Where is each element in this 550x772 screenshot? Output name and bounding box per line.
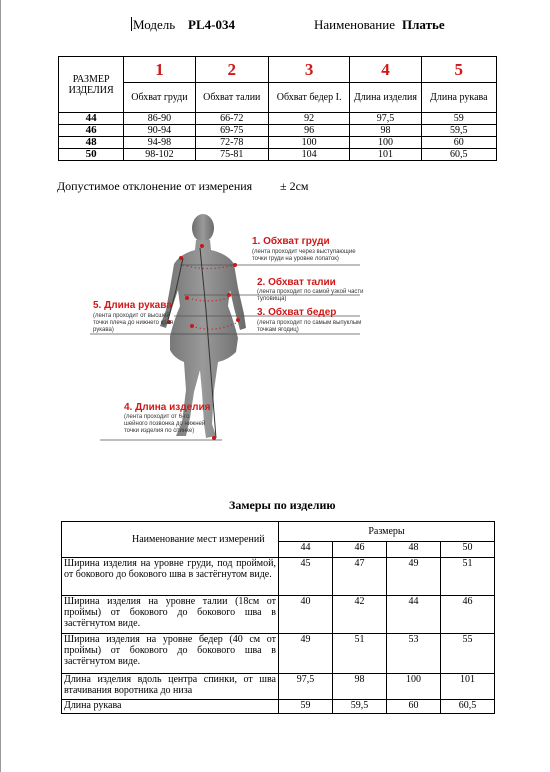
col-num-4: 4 xyxy=(350,57,421,83)
measurement-label: Ширина изделия на уровне бедер (40 см от проймы) от бокового до бокового шва в застёгнутом виде. xyxy=(62,634,279,674)
value-cell: 94-98 xyxy=(124,137,195,149)
size-header-cell: 50 xyxy=(440,542,494,558)
size-header-cell: 44 xyxy=(279,542,333,558)
table-row xyxy=(62,596,495,634)
value-cell: 100 xyxy=(268,137,349,149)
measurement-value: 59 xyxy=(279,700,333,714)
measurement-value: 55 xyxy=(440,634,494,674)
value-cell: 100 xyxy=(350,137,421,149)
measurement-value: 60,5 xyxy=(440,700,494,714)
annotation-length-title: 4. Длина изделия xyxy=(124,402,211,413)
value-cell: 97,5 xyxy=(350,113,421,125)
annotation-chest-note: (лента проходит через выступающие точки груди на уровне лопаток) xyxy=(252,249,356,262)
annotation-hips-note: (лента проходит по самым выпуклым точкам ягодиц) xyxy=(257,320,362,333)
value-cell: 75-81 xyxy=(195,149,268,161)
col-num-1: 1 xyxy=(124,57,195,83)
col-num-3: 3 xyxy=(268,57,349,83)
size-cell: 48 xyxy=(59,137,124,149)
value-cell: 66-72 xyxy=(195,113,268,125)
size-cell: 50 xyxy=(59,149,124,161)
annotation-sleeve-note: (лента проходит от высшей точки плеча до нижнего края рукава) xyxy=(93,313,174,333)
value-cell: 72-78 xyxy=(195,137,268,149)
name-label: Наименование xyxy=(314,17,395,32)
size-row-header: РАЗМЕР ИЗДЕЛИЯ xyxy=(59,57,124,113)
measurement-label: Ширина изделия на уровне талии (18см от проймы) от бокового до бокового шва в застёгнутом виде. xyxy=(62,596,279,634)
model-code: PL4-034 xyxy=(188,17,235,32)
measurement-value: 101 xyxy=(440,674,494,700)
table-row xyxy=(62,634,495,674)
annotation-waist-title: 2. Обхват талии xyxy=(257,277,336,288)
measurement-label: Ширина изделия на уровне груди, под проймой, от бокового до бокового шва в застёгнутом виде. xyxy=(62,558,279,596)
col-label-2: Обхват талии xyxy=(195,83,268,113)
measurements-table xyxy=(61,521,495,714)
size-header-cell: 48 xyxy=(386,542,440,558)
measurement-value: 42 xyxy=(332,596,386,634)
tolerance-text: Допустимое отклонение от измерения xyxy=(57,179,253,193)
measurement-value: 51 xyxy=(440,558,494,596)
measurement-value: 51 xyxy=(332,634,386,674)
size-table xyxy=(58,56,497,161)
annotation-sleeve-title: 5. Длина рукава xyxy=(93,300,172,311)
measurement-value: 45 xyxy=(279,558,333,596)
measurement-value: 49 xyxy=(279,634,333,674)
measurement-value: 100 xyxy=(386,674,440,700)
value-cell: 86-90 xyxy=(124,113,195,125)
value-cell: 59 xyxy=(421,113,496,125)
value-cell: 60,5 xyxy=(421,149,496,161)
measurement-value: 53 xyxy=(386,634,440,674)
value-cell: 60 xyxy=(421,137,496,149)
model-label: Модель xyxy=(133,17,176,32)
value-cell: 92 xyxy=(268,113,349,125)
col-num-2: 2 xyxy=(195,57,268,83)
measurement-value: 98 xyxy=(332,674,386,700)
annotation-chest-title: 1. Обхват груди xyxy=(252,236,330,247)
table-row xyxy=(59,113,497,125)
measurement-value: 44 xyxy=(386,596,440,634)
value-cell: 96 xyxy=(268,125,349,137)
table-row xyxy=(59,125,497,137)
name-value: Платье xyxy=(402,17,445,32)
measurement-value: 40 xyxy=(279,596,333,634)
value-cell: 98-102 xyxy=(124,149,195,161)
annotation-waist-note: (лента проходит по самой узкой части туловища) xyxy=(257,289,364,302)
col-label-5: Длина рукава xyxy=(421,83,496,113)
table-row xyxy=(59,149,497,161)
size-cell: 44 xyxy=(59,113,124,125)
measurement-value: 60 xyxy=(386,700,440,714)
table-row xyxy=(62,700,495,714)
size-cell: 46 xyxy=(59,125,124,137)
measurement-label: Длина рукава xyxy=(62,700,279,714)
table-row xyxy=(62,558,495,596)
measurements-title: Замеры по изделию xyxy=(229,498,336,512)
annotation-length-note: (лента проходит от 6-го шейного позвонка до нижней точки изделия по спинке) xyxy=(124,414,206,434)
col-label-1: Обхват груди xyxy=(124,83,195,113)
value-cell: 98 xyxy=(350,125,421,137)
measurement-value: 59,5 xyxy=(332,700,386,714)
measurement-value: 46 xyxy=(440,596,494,634)
measurement-value: 47 xyxy=(332,558,386,596)
page-left-border xyxy=(0,0,1,772)
value-cell: 101 xyxy=(350,149,421,161)
annotation-hips-title: 3. Обхват бедер xyxy=(257,307,337,318)
size-header-cell: 46 xyxy=(332,542,386,558)
value-cell: 59,5 xyxy=(421,125,496,137)
text-cursor xyxy=(131,17,132,31)
measurements-col-header: Наименование мест измерений xyxy=(62,522,279,558)
table-row xyxy=(59,137,497,149)
value-cell: 90-94 xyxy=(124,125,195,137)
col-num-5: 5 xyxy=(421,57,496,83)
table-row xyxy=(62,674,495,700)
value-cell: 69-75 xyxy=(195,125,268,137)
sizes-header: Размеры xyxy=(279,522,495,542)
measurement-value: 97,5 xyxy=(279,674,333,700)
tolerance-value: ± 2см xyxy=(280,179,309,193)
measurement-value: 49 xyxy=(386,558,440,596)
value-cell: 104 xyxy=(268,149,349,161)
col-label-4: Длина изделия xyxy=(350,83,421,113)
col-label-3: Обхват бедер I. xyxy=(268,83,349,113)
measurement-label: Длина изделия вдоль центра спинки, от шва втачивания воротника до низа xyxy=(62,674,279,700)
